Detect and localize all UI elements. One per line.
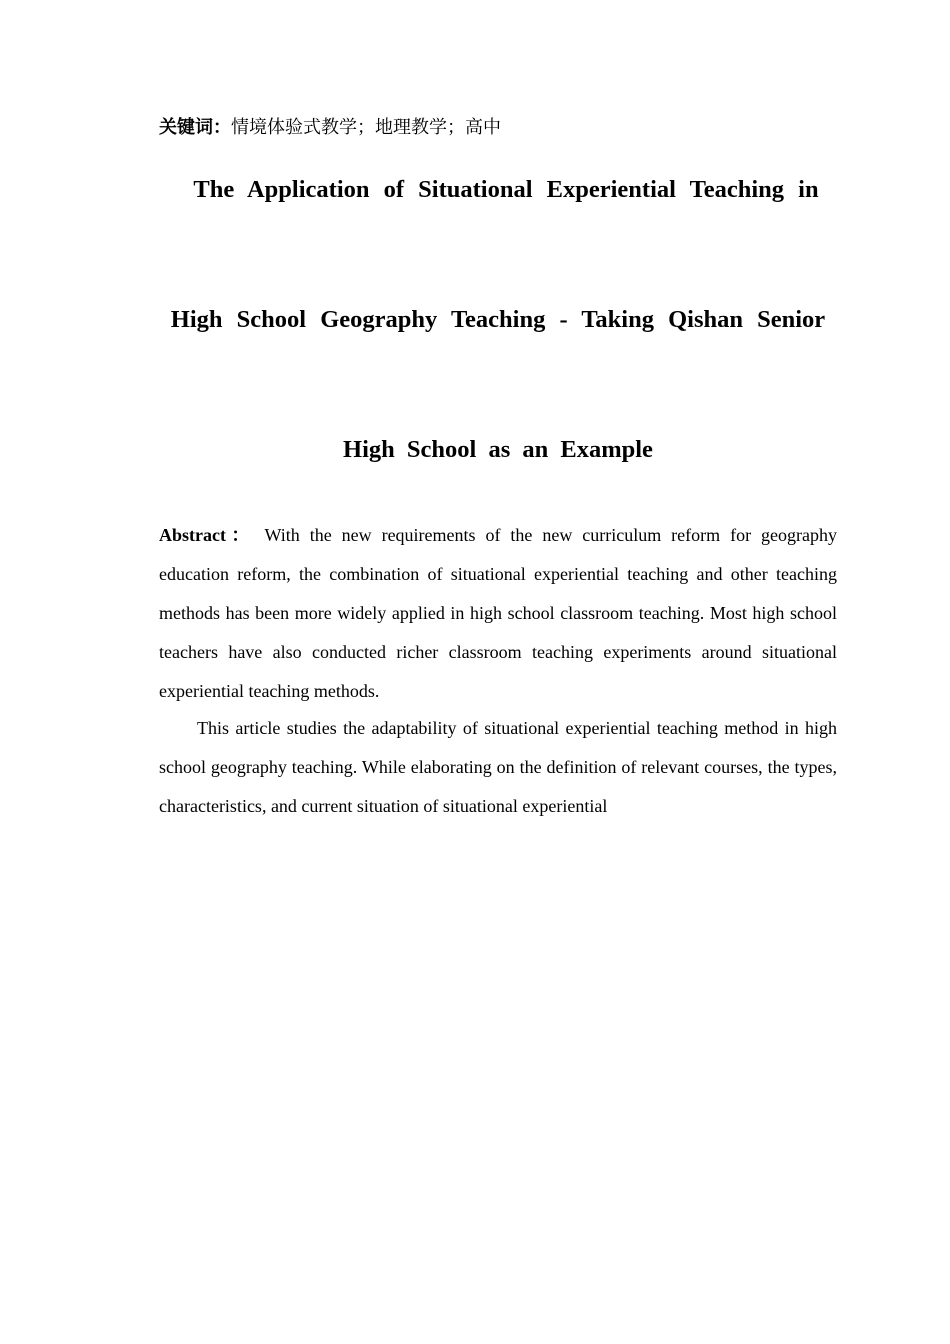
- keywords-value: 情境体验式教学；地理教学；高中: [231, 117, 501, 138]
- keywords-label: 关键词：: [159, 117, 231, 138]
- abstract-label: Abstract：: [159, 525, 255, 545]
- document-page: [159, 0, 837, 1344]
- english-title-line-1: The Application of Situational Experiential Teaching in: [193, 176, 819, 203]
- abstract-text-1: With the new requirements of the new curriculum reform for geography education reform, the combination of situational experiential teaching and other teaching methods has been more widely applied in high school classroom teaching. Most high school teachers have also conducted richer classroom teaching experiments around situational experiential teaching methods.: [159, 525, 837, 701]
- english-title-line-2: High School Geography Teaching - Taking Qishan Senior: [170, 306, 826, 333]
- abstract-section: [159, 516, 837, 826]
- keywords-line: [159, 116, 501, 140]
- english-title-line-3: High School as an Example: [343, 436, 653, 463]
- abstract-paragraph-2: This article studies the adaptability of situational experiential teaching method in high school geography teaching. While elaborating on the definition of relevant courses, the types, characteristics, and current situation of situational experiential: [159, 718, 837, 816]
- abstract-paragraph-1: [159, 516, 837, 711]
